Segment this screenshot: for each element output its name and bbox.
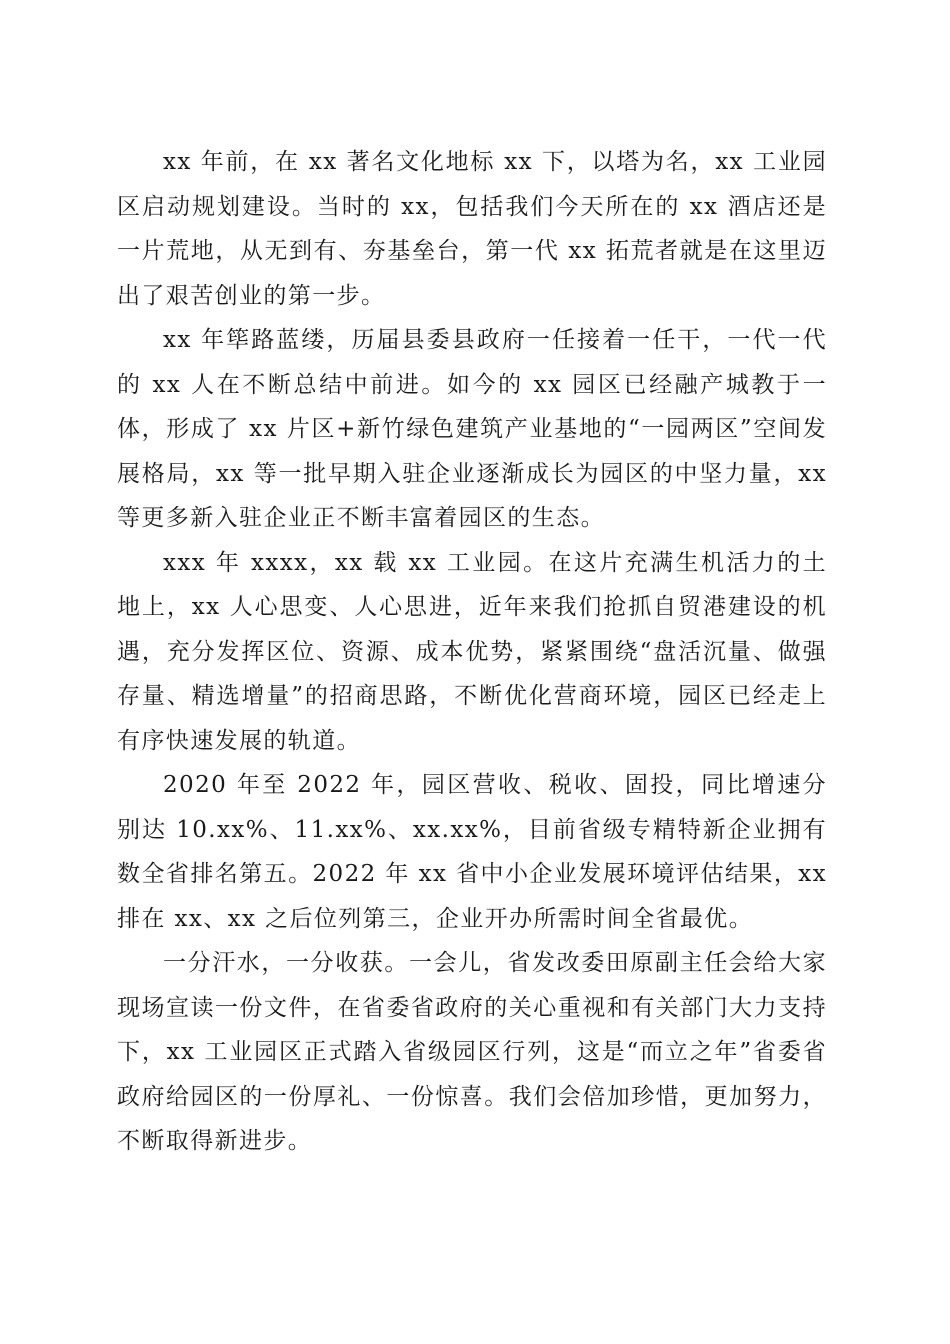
paragraph-1: xx 年前，在 xx 著名文化地标 xx 下，以塔为名，xx 工业园区启动规划建设。当时的 xx，包括我们今天所在的 xx 酒店还是一片荒地，从无到有、夯基垒台，第一代 xx 拓荒者就是在这里迈出了艰苦创业的第一步。	[117, 149, 827, 309]
paragraph-5: 一分汗水，一分收获。一会儿，省发改委田原副主任会给大家现场宣读一份文件，在省委省政府的关心重视和有关部门大力支持下，xx 工业园区正式踏入省级园区行列，这是“而立之年”省委省政府给园区的一份厚礼、一份惊喜。我们会倍加珍惜，更加努力，不断取得新进步。	[117, 950, 827, 1154]
paragraph-2: xx 年筚路蓝缕，历届县委县政府一任接着一任干，一代一代的 xx 人在不断总结中前进。如今的 xx 园区已经融产城教于一体，形成了 xx 片区+新竹绿色建筑产业基地的“一园两区”空间发展格局，xx 等一批早期入驻企业逐渐成长为园区的中坚力量，xx 等更多新入驻企业正不断丰富着园区的生态。	[117, 327, 827, 531]
document-body	[117, 140, 827, 1164]
paragraph-3: xxx 年 xxxx，xx 载 xx 工业园。在这片充满生机活力的土地上，xx 人心思变、人心思进，近年来我们抢抓自贸港建设的机遇，充分发挥区位、资源、成本优势，紧紧围绕“盘活沉量、做强存量、精选增量”的招商思路，不断优化营商环境，园区已经走上有序快速发展的轨道。	[117, 549, 827, 754]
paragraph-4: 2020 年至 2022 年，园区营收、税收、固投，同比增速分别达 10.xx%、11.xx%、xx.xx%，目前省级专精特新企业拥有数全省排名第五。2022 年 xx 省中小企业发展环境评估结果，xx 排在 xx、xx 之后位列第三，企业开办所需时间全省最优。	[117, 772, 827, 932]
